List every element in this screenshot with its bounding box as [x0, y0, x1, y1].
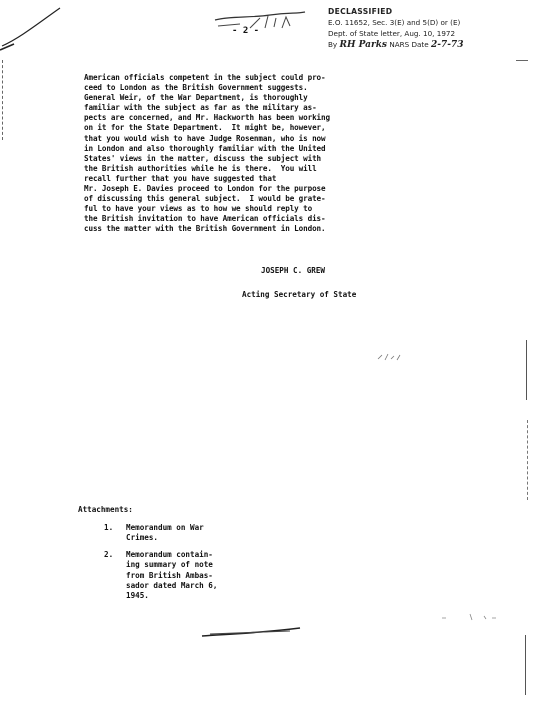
letter-body: [84, 73, 384, 235]
corner-mark: [0, 0, 70, 60]
attachments-list: [104, 523, 304, 608]
body-line: ful to have your views as to how we should reply to: [84, 204, 313, 214]
attachment-item: [104, 550, 304, 602]
right-edge-mark-bottom: [525, 635, 527, 695]
stamp-line-by: [328, 39, 543, 51]
attachment-text: Memorandum on War Crimes.: [126, 523, 204, 543]
attachment-item: [104, 523, 304, 544]
signer-name: JOSEPH C. GREW: [261, 266, 326, 275]
right-edge-mark: [526, 340, 528, 400]
top-scribble-marks: [210, 6, 310, 36]
stamp-title: DECLASSIFIED: [328, 7, 393, 16]
faint-marks: [440, 610, 500, 624]
body-line: Mr. Joseph E. Davies proceed to London for the purpose: [84, 184, 326, 194]
body-line: American officials competent in the subject could pro-: [84, 73, 326, 82]
body-line: on it for the State Department. It might be, however,: [84, 123, 326, 133]
body-line: recall further that you have suggested that: [84, 173, 277, 183]
handwritten-date: 2-7-73: [430, 40, 464, 50]
stamp-by-prefix: By: [328, 40, 338, 49]
body-line: pects are concerned, and Mr. Hackworth has been working: [84, 113, 330, 123]
declassification-stamp: [328, 6, 543, 51]
stamp-nars-date-label: NARS Date: [389, 40, 429, 49]
body-line: States' views in the matter, discuss the subject with: [84, 153, 322, 163]
stamp-line-authority: E.O. 11652, Sec. 3(E) and 5(D) or (E): [328, 18, 461, 27]
body-line: in London and also thoroughly familiar with the United: [84, 143, 326, 153]
stamp-line-letter: Dept. of State letter, Aug. 10, 1972: [328, 29, 456, 38]
attachment-number: 1.: [104, 523, 114, 532]
body-line: the British invitation to have American officials dis-: [84, 214, 326, 224]
body-line: that you would wish to have Judge Rosenman, who is now: [84, 133, 326, 143]
signer-title: Acting Secretary of State: [242, 290, 357, 299]
body-line: of discussing this general subject. I would be grate-: [84, 194, 326, 204]
bottom-scribble-mark: [200, 624, 310, 640]
page-number: - 2 -: [232, 26, 260, 36]
attachments-heading: Attachments:: [78, 505, 133, 514]
body-line: ceed to London as the British Government suggests.: [84, 83, 308, 93]
smudge-mark: [375, 350, 405, 364]
body-line: the British authorities while he is there. You will: [84, 163, 317, 173]
body-line: familiar with the subject as far as the military as-: [84, 103, 317, 113]
attachment-number: 2.: [104, 549, 114, 559]
attachment-text: Memorandum contain- ing summary of note from British Ambas- sador dated March 6, 1945.: [126, 549, 218, 601]
body-line: cuss the matter with the British Government in London.: [84, 224, 326, 234]
left-edge-mark: [2, 60, 4, 140]
handwritten-reviewer: RH Parks: [339, 40, 388, 50]
body-line: General Weir, of the War Department, is thoroughly: [84, 93, 308, 103]
right-tick-mark: [516, 60, 528, 62]
right-edge-mark-lower: [527, 420, 529, 500]
